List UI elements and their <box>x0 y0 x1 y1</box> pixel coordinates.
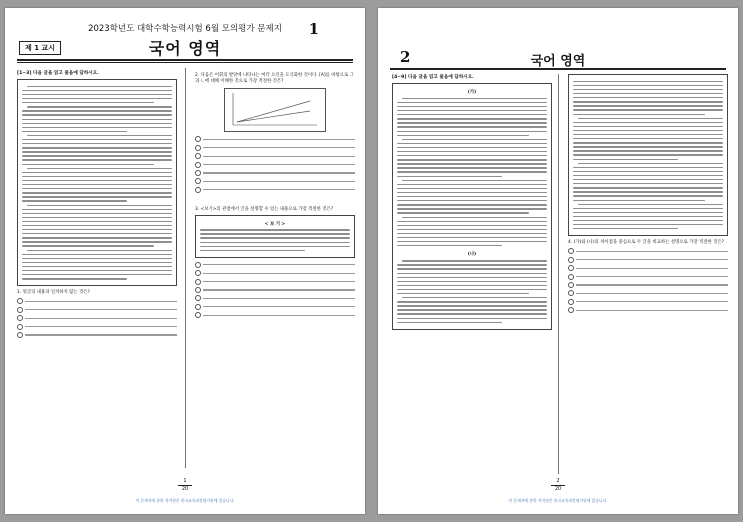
left-column <box>17 70 177 340</box>
column-divider <box>558 74 559 474</box>
subject-title: 국어 영역 <box>148 39 222 58</box>
section-ga: (가) <box>467 90 477 95</box>
question-2: 2. 다음은 어휘의 발달에 나타나는 여러 요인을 도식화한 것이다. [A]를 바탕으로 그과 ㄴ에 대해 이해한 것으로 가장 적절한 것은? <box>195 73 354 84</box>
question-4: 4. (가)와 (나)의 차이점을 중심으로 두 글을 비교하는 설명으로 가장 적절한 것은? <box>568 240 724 246</box>
footer-total-pages: 20 <box>554 486 562 492</box>
graph-line-1 <box>237 101 310 122</box>
title-rule <box>390 68 726 70</box>
title-rule <box>17 59 353 61</box>
footer-page-number: 1 <box>183 478 187 484</box>
right-column <box>195 70 355 321</box>
question-1-options <box>17 298 177 338</box>
column-divider <box>185 68 186 468</box>
page-footer-fraction <box>538 478 578 492</box>
copyright-notice: 이 문제지에 관한 저작권은 한국교육과정평가원에 있습니다. <box>135 498 235 503</box>
question-2-options <box>195 136 355 192</box>
question-1: 1. 윗글의 내용과 일치하지 않는 것은? <box>17 290 90 296</box>
diagram-graph <box>224 88 326 132</box>
right-column <box>568 74 728 316</box>
reading-passage-continued <box>568 74 728 236</box>
question-4-options <box>568 248 728 313</box>
section-na: (나) <box>467 252 477 258</box>
bogi-box <box>195 215 355 258</box>
page-number: 2 <box>400 48 411 66</box>
footer-page-number: 2 <box>556 478 560 484</box>
exam-page-1 <box>5 8 365 514</box>
bogi-label: < 보 기 > <box>264 221 286 227</box>
reading-passage <box>392 83 552 330</box>
exam-header: 2023학년도 대학수학능력시험 6월 모의평가 문제지 <box>88 24 282 34</box>
passage-instruction: [4~9] 다음 글을 읽고 물음에 답하시오. <box>392 75 474 80</box>
title-rule-thin <box>17 62 353 63</box>
page-footer-fraction <box>165 478 205 492</box>
reading-passage <box>17 79 177 286</box>
left-column <box>392 74 552 334</box>
graph-lines <box>225 89 325 131</box>
question-3: 3. <보기>의 관점에서 글을 설명할 수 있는 내용으로 가장 적절한 것은? <box>195 206 334 212</box>
page-number: 1 <box>308 20 319 38</box>
subject-title: 국어 영역 <box>530 54 586 69</box>
question-3-options <box>195 262 355 318</box>
copyright-notice: 이 문제지에 관한 저작권은 한국교육과정평가원에 있습니다. <box>508 498 608 503</box>
footer-total-pages: 20 <box>181 486 189 492</box>
passage-instruction: [1~3] 다음 글을 읽고 물음에 답하시오. <box>17 71 99 76</box>
exam-page-2 <box>378 8 738 514</box>
graph-line-2 <box>237 111 310 122</box>
session-badge: 제 1 교시 <box>19 41 61 55</box>
